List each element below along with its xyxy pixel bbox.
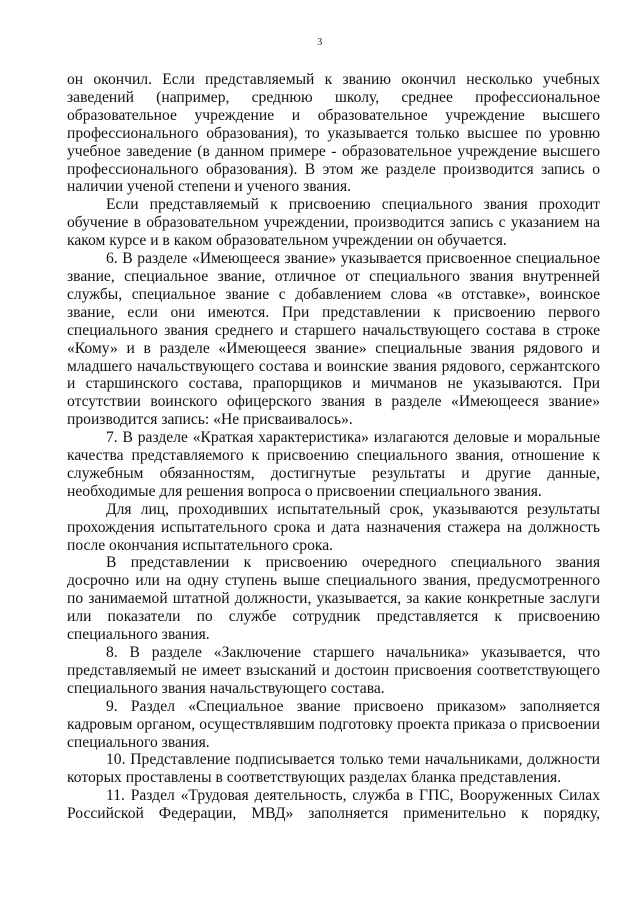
paragraph-item-8: 8. В разделе «Заключение старшего начальника» указывается, что представляемый не имеет взысканий и достоин присвоения соответствующего специального звания начальствующего состава. [67, 644, 600, 697]
paragraph-continuation: он окончил. Если представляемый к званию окончил несколько учебных заведений (например, среднюю школу, среднее профессиональное образовательное учреждение и образовательное учреждение высшего профессионального образования), то указывается только высшее по уровню учебное заведение (в данном примере - образовательное учреждение высшего профессионального образования). В этом же разделе производится запись о наличии ученой степени и ученого звания. [67, 71, 600, 196]
paragraph-item-9: 9. Раздел «Специальное звание присвоено приказом» заполняется кадровым органом, осуществлявшим подготовку проекта приказа о присвоении специального звания. [67, 697, 600, 751]
paragraph-item-11: 11. Раздел «Трудовая деятельность, служба в ГПС, Вооруженных Силах Российской Федерации, МВД» заполняется применительно к порядку, [67, 787, 600, 823]
page-number: 3 [317, 37, 323, 48]
document-body [67, 71, 600, 823]
paragraph-education-note: Если представляемый к присвоению специального звания проходит обучение в образовательном учреждении, производится запись с указанием на каком курсе и в каком образовательном учреждении он обучается. [67, 196, 600, 250]
paragraph-item-10: 10. Представление подписывается только теми начальниками, должности которых проставлены в соответствующих разделах бланка представления. [67, 751, 600, 787]
paragraph-item-6: 6. В разделе «Имеющееся звание» указывается присвоенное специальное звание, специальное звание, отличное от специального звания внутренней службы, специальное звание с добавлением слова «в отставке», воинское звание, если они имеются. При представлении к присвоению первого специального звания среднего и старшего начальствующего состава в строке «Кому» и в разделе «Имеющееся звание» специальные звания рядового и младшего начальствующего состава и воинские звания рядового, сержантского и старшинского состава, прапорщиков и мичманов не указываются. При отсутствии воинского офицерского звания в разделе «Имеющееся звание» производится запись: «Не присваивалось». [67, 250, 600, 429]
paragraph-early-promotion: В представлении к присвоению очередного специального звания досрочно или на одну ступень выше специального звания, предусмотренного по занимаемой штатной должности, указывается, за какие конкретные заслуги или показатели по службе сотрудник представляется к присвоению специального звания. [67, 554, 600, 644]
paragraph-probation: Для лиц, проходивших испытательный срок, указываются результаты прохождения испытательного срока и дата назначения стажера на должность после окончания испытательного срока. [67, 500, 600, 554]
paragraph-item-7: 7. В разделе «Краткая характеристика» излагаются деловые и моральные качества представляемого к присвоению специального звания, отношение к служебным обязанностям, достигнутые результаты и другие данные, необходимые для решения вопроса о присвоении специального звания. [67, 429, 600, 500]
